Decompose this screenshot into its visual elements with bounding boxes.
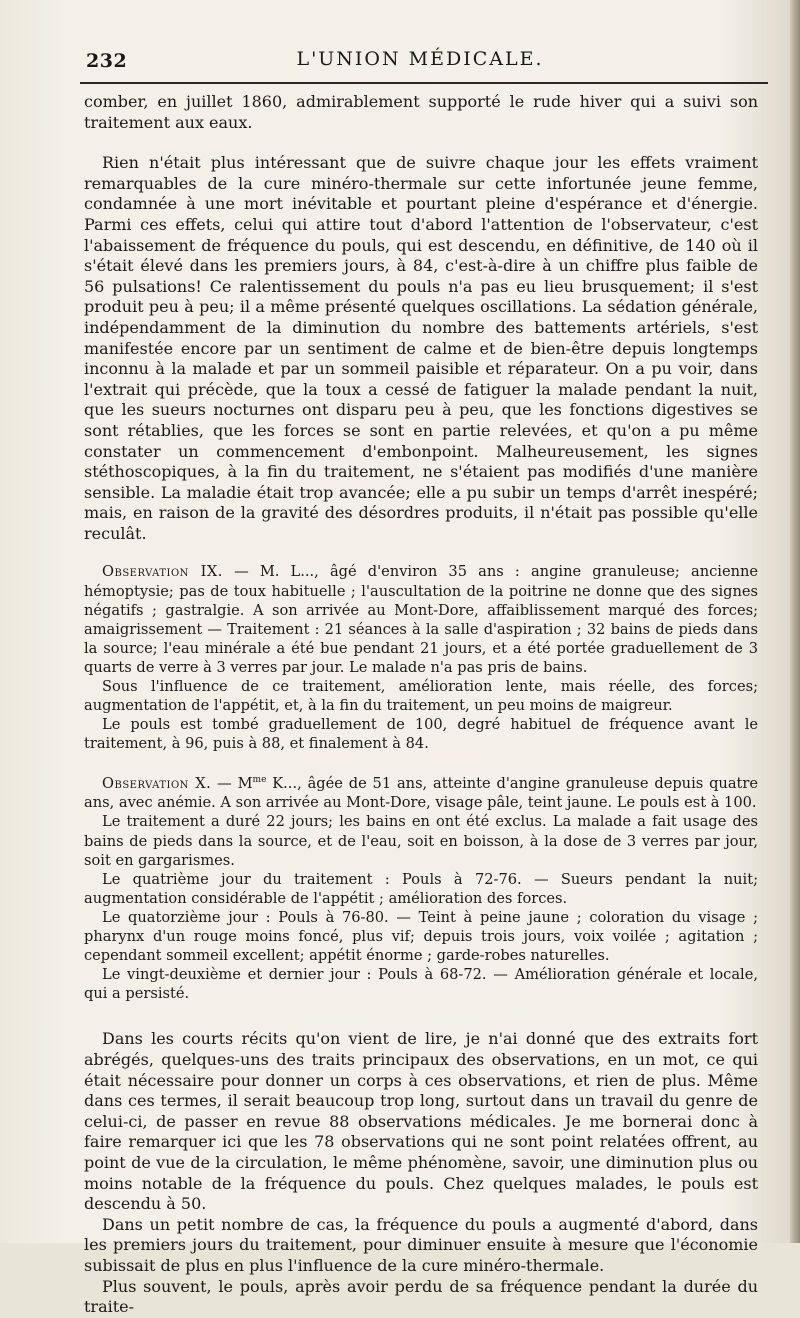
observation-ix-paragraph-3: Le pouls est tombé graduellement de 100, degré habituel de fréquence avant le traitement, à 96, puis à 88, et finalement à 84. [84, 716, 758, 753]
observation-x-paragraph-4: Le quatorzième jour : Pouls à 76-80. — Teint à peine jaune ; coloration du visage ; pharynx d'un rouge moins foncé, plus vif; depuis trois jours, voix voilée ; agitation ; cependant sommeil excellent; appétit énorme ; garde-robes naturelles. [84, 908, 758, 965]
observation-x-label: Observation X. [102, 775, 212, 793]
observation-ix-label: Observation IX. [102, 563, 223, 581]
observation-x-paragraph-3: Le quatrième jour du traitement : Pouls à 72-76. — Sueurs pendant la nuit; augmentation considérable de l'appétit ; amélioration des forces. [84, 870, 758, 907]
page-number: 232 [86, 50, 128, 72]
observation-x-patient: — M [217, 775, 253, 793]
observation-x-patient-title: me [252, 775, 267, 786]
paragraph-closing-2: Dans un petit nombre de cas, la fréquence du pouls a augmenté d'abord, dans les premiers jours du traitement, pour diminuer ensuite à mesure que l'économie subissait de plus en plus l'influence de la cure minéro-thermale. [84, 1214, 758, 1275]
observation-x-paragraph-2: Le traitement a duré 22 jours; les bains en ont été exclus. La malade a fait usage des bains de pieds dans la source, et de l'eau, soit en boisson, à la dose de 3 verres par jour, soit en gargarismes. [84, 813, 758, 869]
page-header [80, 46, 760, 74]
spacer [84, 140, 758, 153]
observation-x-paragraph-5: Le vingt-deuxième et dernier jour : Pouls à 68-72. — Amélioration générale et locale, qui a persisté. [84, 966, 758, 1003]
paragraph-continuation: comber, en juillet 1860, admirablement supporté le rude hiver qui a suivi son traitement aux eaux. [84, 92, 758, 132]
observation-ix-summary [84, 562, 758, 677]
paragraph-closing-3: Plus souvent, le pouls, après avoir perdu de sa fréquence pendant la durée du traite- [84, 1276, 758, 1317]
spacer [84, 1003, 758, 1029]
running-title: L'UNION MÉDICALE. [296, 48, 544, 70]
spacer [84, 544, 758, 562]
main-text [84, 92, 758, 1318]
observation-x-text: K..., âgée de 51 ans, atteinte d'angine granuleuse depuis quatre ans, avec anémie. A son arrivée au Mont-Dore, visage pâle, teint jaune. Le pouls est à 100. [84, 775, 759, 812]
observation-ix-paragraph-2: Sous l'influence de ce traitement, amélioration lente, mais réelle, des forces; augmentation de l'appétit, et, à la fin du traitement, un peu moins de maigreur. [84, 678, 758, 715]
observation-x [84, 771, 758, 1003]
observation-ix-text: — M. L..., âgé d'environ 35 ans : angine granuleuse; ancienne hémoptysie; pas de toux habituelle ; l'auscultation de la poitrine ne donne que des signes négatifs ; gastralgie. A son arrivée au Mont-Dore, affaiblissement marqué des forces; amaigrissement — Traitement : 21 séances à la salle d'aspiration ; 32 bains de pieds dans la source; l'eau minérale a été bue pendant 21 jours, et a été portée graduellement de 3 quarts de verre à 3 verres par jour. Le malade n'a pas pris de bains. [84, 563, 759, 676]
page-edge-shadow [790, 0, 800, 1243]
observation-ix [84, 562, 758, 753]
header-rule [80, 82, 768, 84]
observation-x-summary [84, 771, 758, 812]
paragraph-closing-1: Dans les courts récits qu'on vient de lire, je n'ai donné que des extraits fort abrégés, quelques-uns des traits principaux des observations, en un mot, ce qui était nécessaire pour donner un corps à ces observations, et rien de plus. Même dans ces termes, il serait beaucoup trop long, surtout dans un travail du genre de celui-ci, de passer en revue 88 observations médicales. Je me bornerai donc à faire remarquer ici que les 78 observations qui ne sont point relatées offrent, au point de vue de la circulation, le même phénomène, savoir, une diminution plus ou moins notable de la fréquence du pouls. Chez quelques malades, le pouls est descendu à 50. [84, 1029, 758, 1214]
paragraph-analysis: Rien n'était plus intéressant que de suivre chaque jour les effets vraiment remarquables de la cure minéro-thermale sur cette infortunée jeune femme, condamnée à une mort inévitable et pourtant pleine d'espérance et d'énergie. Parmi ces effets, celui qui attire tout d'abord l'attention de l'observateur, c'est l'abaissement de fréquence du pouls, qui est descendu, en définitive, de 140 où il s'était élevé dans les premiers jours, à 84, c'est-à-dire à un chiffre plus faible de 56 pulsations! Ce ralentissement du pouls n'a pas eu lieu brusquement; il s'est produit peu à peu; il a même présenté quelques oscillations. La sédation générale, indépendamment de la diminution du nombre des battements artériels, s'est manifestée encore par un sentiment de calme et de bien-être depuis longtemps inconnu à la malade et par un sommeil paisible et réparateur. On a pu voir, dans l'extrait qui précède, que la toux a cessé de fatiguer la malade pendant la nuit, que les sueurs nocturnes ont disparu peu à peu, que les fonctions digestives se sont rétablies, que les forces se sont en partie relevées, et qu'on a pu même constater un commencement d'embonpoint. Malheureusement, les signes stéthoscopiques, à la fin du traitement, ne s'étaient pas modifiés d'une manière sensible. La maladie était trop avancée; elle a pu subir un temps d'arrêt inespéré; mais, en raison de la gravité des désordres produits, il n'était pas possible qu'elle reculât. [84, 153, 758, 543]
spacer [84, 753, 758, 771]
